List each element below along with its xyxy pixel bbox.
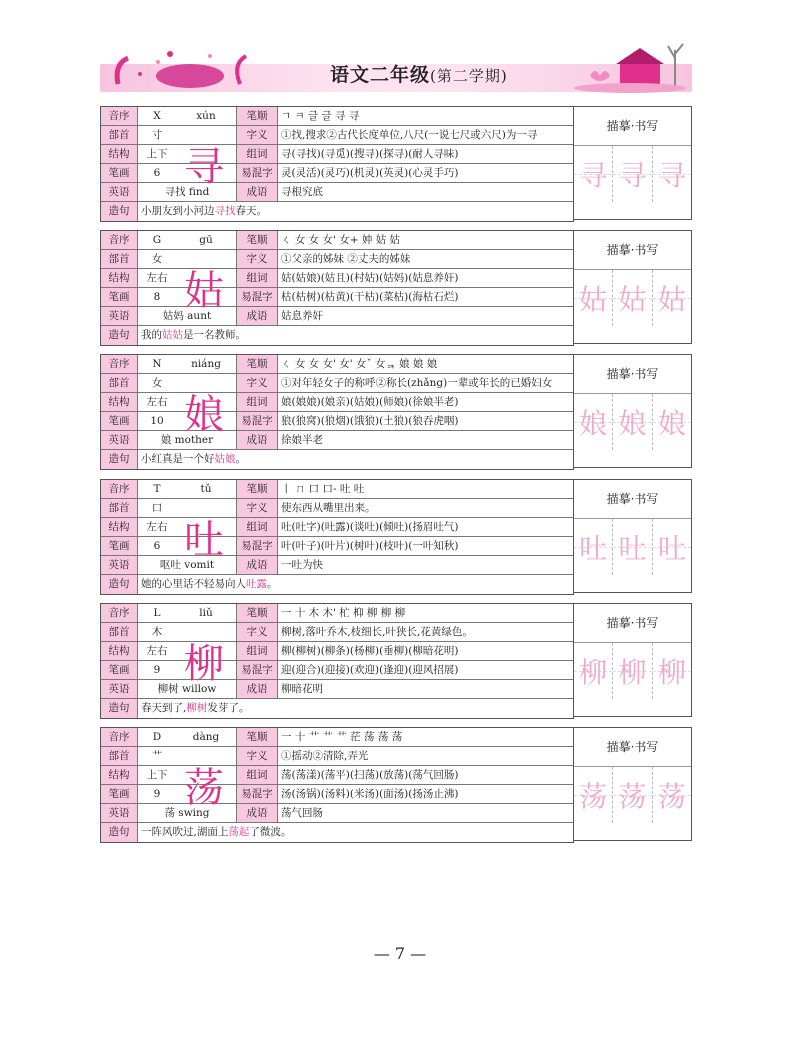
row-label: 英语 xyxy=(101,556,138,574)
pinyin: tǔ xyxy=(200,483,212,495)
table-row xyxy=(101,728,573,747)
row-label: 音序 xyxy=(101,480,138,498)
page-title: 语文二年级(第二学期) xyxy=(330,64,508,86)
row-label: 部首 xyxy=(101,126,138,144)
practice-header: 描摹·书写 xyxy=(574,728,691,767)
sentence-text: 小朋友到小河边 xyxy=(141,205,215,217)
row-value: 荡(荡漾)(荡平)(扫荡)(放荡)(荡气回肠) xyxy=(281,769,459,781)
row-label: 英语 xyxy=(101,804,138,822)
english-word: 柳树 willow xyxy=(157,683,217,695)
table-row xyxy=(101,107,573,126)
banner-decoration-left xyxy=(100,44,250,94)
tracing-cell[interactable] xyxy=(574,394,613,450)
character-table xyxy=(100,106,574,222)
practice-header: 描摹·书写 xyxy=(574,231,691,270)
row-value: ①摇动②清除,弄光 xyxy=(281,750,369,762)
row-label: 英语 xyxy=(101,183,138,201)
sentence-text: 。 xyxy=(235,453,246,465)
row-value: 柳暗花明 xyxy=(281,683,323,695)
row-label: 音序 xyxy=(101,355,138,373)
table-row xyxy=(101,269,573,288)
table-row xyxy=(101,747,573,766)
row-value: 寻根究底 xyxy=(281,186,323,198)
row-value: 寸 xyxy=(151,129,163,141)
row-value: 左右 xyxy=(146,645,168,657)
row-value: 10 xyxy=(150,415,164,427)
row-label: 造句 xyxy=(101,202,138,221)
row-label: 笔顺 xyxy=(236,355,278,373)
row-label: 音序 xyxy=(101,107,138,125)
example-sentence xyxy=(138,450,573,469)
row-label: 笔画 xyxy=(101,537,138,555)
row-value: 女 xyxy=(151,253,163,265)
row-value: 柳(柳树)(柳条)(杨柳)(垂柳)(柳暗花明) xyxy=(281,645,459,657)
practice-cells xyxy=(574,767,691,823)
row-label: 结构 xyxy=(101,642,138,660)
tracing-character: 寻 xyxy=(657,159,686,192)
row-label: 组词 xyxy=(236,642,278,660)
row-label: 字义 xyxy=(236,374,278,392)
tracing-cell[interactable] xyxy=(574,270,613,326)
sentence-text: 小红真是一个好 xyxy=(141,453,215,465)
table-row xyxy=(101,623,573,642)
row-value: T xyxy=(153,483,161,495)
row-value: ㄱ ㅋ 글 글 寻 寻 xyxy=(281,110,360,122)
row-value: 木 xyxy=(151,626,163,638)
sentence-row xyxy=(101,823,573,842)
row-value: 枯(枯树)(枯黄)(干枯)(菜枯)(海枯石烂) xyxy=(281,291,459,303)
table-row xyxy=(101,183,573,202)
table-row xyxy=(101,374,573,393)
sentence-text: 她的心里话不轻易向人 xyxy=(141,578,246,590)
character-table xyxy=(100,727,574,843)
row-label: 笔顺 xyxy=(236,604,278,622)
tracing-cell[interactable] xyxy=(653,394,691,450)
row-value: 一吐为快 xyxy=(281,559,323,571)
practice-box xyxy=(574,727,692,841)
row-value: N xyxy=(152,358,162,370)
example-sentence xyxy=(138,575,573,594)
sentence-highlight: 吐露 xyxy=(246,578,267,590)
row-label: 字义 xyxy=(236,747,278,765)
sentence-highlight: 姑姑 xyxy=(162,329,183,341)
tracing-cell[interactable] xyxy=(613,270,652,326)
table-row xyxy=(101,766,573,785)
row-value: 姑(姑娘)(姑且)(村姑)(姑妈)(姑息养奸) xyxy=(281,272,459,284)
sentence-text: 春天。 xyxy=(235,205,267,217)
table-row xyxy=(101,145,573,164)
row-value: 吐(吐字)(吐露)(谈吐)(倾吐)(扬眉吐气) xyxy=(281,521,459,533)
row-label: 英语 xyxy=(101,431,138,449)
big-character: 柳 xyxy=(184,640,224,687)
table-row xyxy=(101,288,573,307)
table-row xyxy=(101,480,573,499)
practice-header: 描摹·书写 xyxy=(574,604,691,643)
row-label: 成语 xyxy=(236,804,278,822)
character-table xyxy=(100,230,574,346)
big-character: 寻 xyxy=(184,143,224,190)
row-label: 笔顺 xyxy=(236,728,278,746)
english-word: 荡 swing xyxy=(164,807,210,819)
row-label: 易混字 xyxy=(236,537,278,555)
row-label: 笔顺 xyxy=(236,107,278,125)
sentence-text: 发芽了。 xyxy=(207,702,250,714)
row-value: 狼(狼窝)(狼烟)(饿狼)(土狼)(狼吞虎咽) xyxy=(281,415,459,427)
row-value: ㄑ 女 女 女' 女' 女ˇ 女ᆿ 娘 娘 娘 xyxy=(281,358,438,370)
row-label: 字义 xyxy=(236,499,278,517)
english-word: 呕吐 vomit xyxy=(159,559,215,571)
sentence-text: 我的 xyxy=(141,329,162,341)
row-value: 左右 xyxy=(146,521,168,533)
row-label: 结构 xyxy=(101,145,138,163)
table-row xyxy=(101,785,573,804)
row-label: 部首 xyxy=(101,747,138,765)
table-row xyxy=(101,642,573,661)
pinyin: dàng xyxy=(192,731,220,743)
row-label: 组词 xyxy=(236,393,278,411)
row-value: 荡气回肠 xyxy=(281,807,323,819)
english-word: 娘 mother xyxy=(160,434,214,446)
pinyin: liǔ xyxy=(199,607,213,619)
practice-box xyxy=(574,106,692,220)
table-row xyxy=(101,604,573,623)
row-label: 易混字 xyxy=(236,164,278,182)
row-value: 左右 xyxy=(146,396,168,408)
row-value: 丨 ㄇ 口 口- 吐 吐 xyxy=(281,483,365,495)
row-label: 字义 xyxy=(236,250,278,268)
practice-box xyxy=(574,230,692,344)
banner-decoration-right xyxy=(570,36,690,94)
row-label: 组词 xyxy=(236,518,278,536)
practice-cells xyxy=(574,270,691,326)
row-label: 笔画 xyxy=(101,164,138,182)
table-row xyxy=(101,412,573,431)
row-value: 6 xyxy=(153,540,161,552)
character-table xyxy=(100,479,574,595)
row-value: 9 xyxy=(153,788,161,800)
sentence-highlight: 姑娘 xyxy=(214,453,236,465)
table-row xyxy=(101,355,573,374)
row-label: 成语 xyxy=(236,307,278,325)
row-value: 一 十 木 木' 杧 枊 柳 柳 柳 xyxy=(281,607,406,619)
row-label: 结构 xyxy=(101,393,138,411)
sentence-text: 春天到了, xyxy=(141,702,187,714)
tracing-character: 柳 xyxy=(618,656,647,689)
row-label: 音序 xyxy=(101,604,138,622)
tracing-character: 吐 xyxy=(657,532,686,565)
table-row xyxy=(101,393,573,412)
row-value: 徐娘半老 xyxy=(281,434,323,446)
table-row xyxy=(101,537,573,556)
row-label: 组词 xyxy=(236,145,278,163)
row-label: 易混字 xyxy=(236,412,278,430)
big-character: 姑 xyxy=(184,267,224,314)
tracing-cell[interactable] xyxy=(574,146,613,202)
row-value: ㄑ 女 女 女' 女+ 妕 姑 姑 xyxy=(281,234,401,246)
pinyin: niáng xyxy=(191,358,221,370)
table-row xyxy=(101,518,573,537)
row-label: 成语 xyxy=(236,431,278,449)
row-value: D xyxy=(152,731,162,743)
row-label: 音序 xyxy=(101,728,138,746)
row-value: 汤(汤锅)(汤料)(米汤)(面汤)(扬汤止沸) xyxy=(281,788,459,800)
row-value: 使东西从嘴里出来。 xyxy=(281,502,376,514)
tracing-character: 娘 xyxy=(657,407,686,440)
row-label: 英语 xyxy=(101,307,138,325)
row-value: 口 xyxy=(151,502,163,514)
example-sentence xyxy=(138,202,573,221)
row-label: 部首 xyxy=(101,374,138,392)
character-table xyxy=(100,603,574,719)
tracing-character: 吐 xyxy=(618,532,647,565)
table-row xyxy=(101,307,573,326)
sentence-highlight: 柳树 xyxy=(186,702,208,714)
row-value: 女 xyxy=(151,377,163,389)
row-label: 英语 xyxy=(101,680,138,698)
sentence-row xyxy=(101,202,573,221)
sentence-text: 了微波。 xyxy=(249,826,292,838)
tracing-cell[interactable] xyxy=(574,643,613,699)
row-value: 9 xyxy=(153,664,161,676)
sentence-highlight: 荡起 xyxy=(228,826,250,838)
practice-box xyxy=(574,354,692,468)
tracing-cell[interactable] xyxy=(653,643,691,699)
page-number: — 7 — xyxy=(373,944,427,963)
tracing-cell[interactable] xyxy=(653,767,691,823)
tracing-cell[interactable] xyxy=(613,394,652,450)
row-label: 成语 xyxy=(236,680,278,698)
row-value: 艹 xyxy=(151,750,163,762)
row-value: L xyxy=(153,607,161,619)
row-value: X xyxy=(153,110,161,122)
practice-cells xyxy=(574,394,691,450)
row-label: 易混字 xyxy=(236,661,278,679)
tracing-character: 荡 xyxy=(657,780,686,813)
row-value: 叶(叶子)(叶片)(树叶)(枝叶)(一叶知秋) xyxy=(281,540,459,552)
table-row xyxy=(101,499,573,518)
row-label: 易混字 xyxy=(236,785,278,803)
row-label: 字义 xyxy=(236,126,278,144)
row-label: 笔画 xyxy=(101,661,138,679)
sentence-row xyxy=(101,326,573,345)
tracing-cell[interactable] xyxy=(653,519,691,575)
tracing-character: 寻 xyxy=(618,159,647,192)
english-word: 寻找 find xyxy=(164,186,210,198)
row-label: 结构 xyxy=(101,269,138,287)
row-label: 部首 xyxy=(101,250,138,268)
english-word: 姑妈 aunt xyxy=(162,310,212,322)
table-row xyxy=(101,126,573,145)
practice-box xyxy=(574,479,692,593)
row-value: 上下 xyxy=(146,148,168,160)
row-label: 成语 xyxy=(236,183,278,201)
row-label: 结构 xyxy=(101,766,138,784)
tracing-character: 姑 xyxy=(579,283,608,316)
character-table xyxy=(100,354,574,470)
row-value: 8 xyxy=(153,291,161,303)
practice-cells xyxy=(574,146,691,202)
row-label: 造句 xyxy=(101,699,138,718)
row-label: 组词 xyxy=(236,766,278,784)
row-value: 灵(灵活)(灵巧)(机灵)(英灵)(心灵手巧) xyxy=(281,167,459,179)
row-value: G xyxy=(152,234,162,246)
sentence-row xyxy=(101,450,573,469)
tracing-cell[interactable] xyxy=(653,146,691,202)
tracing-cell[interactable] xyxy=(574,767,613,823)
table-row xyxy=(101,680,573,699)
row-value: 柳树,落叶乔木,枝细长,叶狭长,花黄绿色。 xyxy=(281,626,473,638)
tracing-character: 柳 xyxy=(579,656,608,689)
tracing-cell[interactable] xyxy=(653,270,691,326)
page-banner xyxy=(100,32,692,96)
sentence-highlight: 寻找 xyxy=(214,205,236,217)
row-label: 成语 xyxy=(236,556,278,574)
tracing-cell[interactable] xyxy=(613,146,652,202)
big-character: 荡 xyxy=(184,764,224,811)
practice-cells xyxy=(574,519,691,575)
row-value: ①父亲的姊妹 ②丈夫的姊妹 xyxy=(281,253,411,265)
row-label: 笔画 xyxy=(101,412,138,430)
row-label: 字义 xyxy=(236,623,278,641)
sentence-text: 。 xyxy=(267,578,278,590)
row-label: 笔顺 xyxy=(236,480,278,498)
practice-header: 描摹·书写 xyxy=(574,355,691,394)
table-row xyxy=(101,556,573,575)
row-value: 左右 xyxy=(146,272,168,284)
row-value: 一 十 艹 艹 艹 茫 荡 荡 荡 xyxy=(281,731,403,743)
tracing-cell[interactable] xyxy=(574,519,613,575)
tracing-cell[interactable] xyxy=(613,643,652,699)
row-value: ①对年轻女子的称呼②称长(zhǎng)一辈或年长的已婚妇女 xyxy=(281,377,553,389)
big-character: 吐 xyxy=(184,516,224,563)
table-row xyxy=(101,804,573,823)
practice-header: 描摹·书写 xyxy=(574,107,691,146)
row-label: 部首 xyxy=(101,499,138,517)
practice-header: 描摹·书写 xyxy=(574,480,691,519)
table-row xyxy=(101,231,573,250)
table-row xyxy=(101,661,573,680)
row-label: 造句 xyxy=(101,823,138,842)
table-row xyxy=(101,250,573,269)
tracing-character: 娘 xyxy=(618,407,647,440)
sentence-row xyxy=(101,699,573,718)
tracing-character: 寻 xyxy=(579,159,608,192)
row-value: 上下 xyxy=(146,769,168,781)
row-label: 笔画 xyxy=(101,288,138,306)
tracing-character: 姑 xyxy=(618,283,647,316)
tracing-character: 娘 xyxy=(579,407,608,440)
table-row xyxy=(101,431,573,450)
row-value: ①找,搜求②古代长度单位,八尺(一说七尺或六尺)为一寻 xyxy=(281,129,538,141)
tracing-cell[interactable] xyxy=(613,519,652,575)
practice-cells xyxy=(574,643,691,699)
table-row xyxy=(101,164,573,183)
row-value: 迎(迎合)(迎接)(欢迎)(逢迎)(迎风招展) xyxy=(281,664,459,676)
example-sentence xyxy=(138,326,573,345)
row-label: 组词 xyxy=(236,269,278,287)
tracing-character: 吐 xyxy=(579,532,608,565)
example-sentence xyxy=(138,699,573,718)
tracing-cell[interactable] xyxy=(613,767,652,823)
sentence-text: 一阵风吹过,湖面上 xyxy=(141,826,229,838)
pinyin: xún xyxy=(196,110,216,122)
row-label: 易混字 xyxy=(236,288,278,306)
sentence-text: 是一名教师。 xyxy=(183,329,246,341)
tracing-character: 荡 xyxy=(618,780,647,813)
example-sentence xyxy=(138,823,573,842)
sentence-row xyxy=(101,575,573,594)
tracing-character: 姑 xyxy=(657,283,686,316)
row-value: 姑息养奸 xyxy=(281,310,323,322)
tracing-character: 柳 xyxy=(657,656,686,689)
row-label: 结构 xyxy=(101,518,138,536)
row-label: 造句 xyxy=(101,575,138,594)
big-character: 娘 xyxy=(184,391,224,438)
row-label: 造句 xyxy=(101,326,138,345)
row-label: 音序 xyxy=(101,231,138,249)
row-value: 娘(娘娘)(娘亲)(姑娘)(师娘)(徐娘半老) xyxy=(281,396,459,408)
row-value: 寻(寻找)(寻觅)(搜寻)(探寻)(耐人寻味) xyxy=(281,148,459,160)
row-label: 造句 xyxy=(101,450,138,469)
row-label: 笔顺 xyxy=(236,231,278,249)
practice-box xyxy=(574,603,692,717)
tracing-character: 荡 xyxy=(579,780,608,813)
row-value: 6 xyxy=(153,167,161,179)
pinyin: gū xyxy=(199,234,213,246)
row-label: 部首 xyxy=(101,623,138,641)
row-label: 笔画 xyxy=(101,785,138,803)
